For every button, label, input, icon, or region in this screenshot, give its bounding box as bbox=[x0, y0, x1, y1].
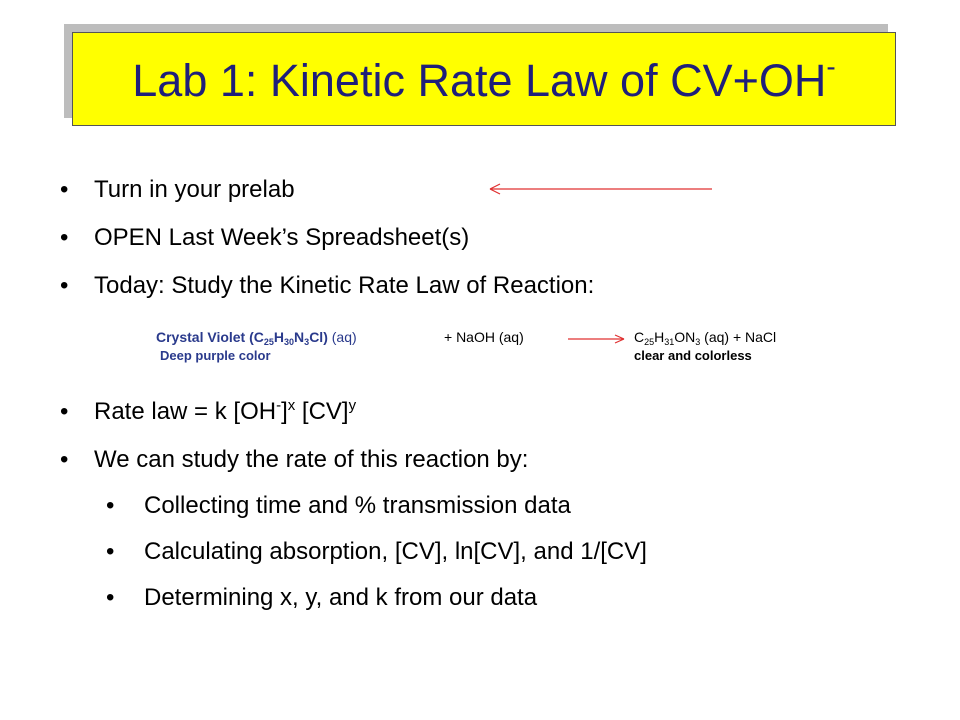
bullet-open-spreadsheet: • OPEN Last Week’s Spreadsheet(s) bbox=[60, 224, 470, 251]
reactant-formula: Crystal Violet $(C_{25}H_{30}N_3Cl)$ (aq) bbox=[156, 329, 357, 347]
naoh-reagent: + NaOH (aq) bbox=[444, 329, 524, 345]
sub-bullet-calculating: • Calculating absorption, [CV], ln[CV], and 1/[CV] bbox=[106, 538, 647, 565]
title-box bbox=[72, 32, 896, 126]
product-formula: $C_{25}H_{31}ON_3$ (aq) + NaCl bbox=[634, 329, 777, 347]
bullet-study-rate: • We can study the rate of this reaction by: bbox=[60, 446, 529, 473]
product-note: clear and colorless bbox=[634, 348, 752, 363]
slide-title: Lab 1: Kinetic Rate Law of CV+OH- bbox=[132, 51, 836, 106]
sub-bullet-determining: • Determining x, y, and k from our data bbox=[106, 584, 538, 611]
sub-bullet-collecting: • Collecting time and % transmission data bbox=[106, 492, 571, 519]
reaction-arrow-icon bbox=[566, 332, 628, 346]
bullet-rate-law: • Rate law = k $[OH^-]^x$ [CV]$^y$ bbox=[60, 397, 357, 425]
bullet-today: • Today: Study the Kinetic Rate Law of Reaction: bbox=[60, 272, 595, 299]
bullet-prelab: • Turn in your prelab bbox=[60, 176, 295, 203]
reactant-note: Deep purple color bbox=[160, 348, 271, 363]
red-arrow-left-icon bbox=[486, 182, 714, 196]
